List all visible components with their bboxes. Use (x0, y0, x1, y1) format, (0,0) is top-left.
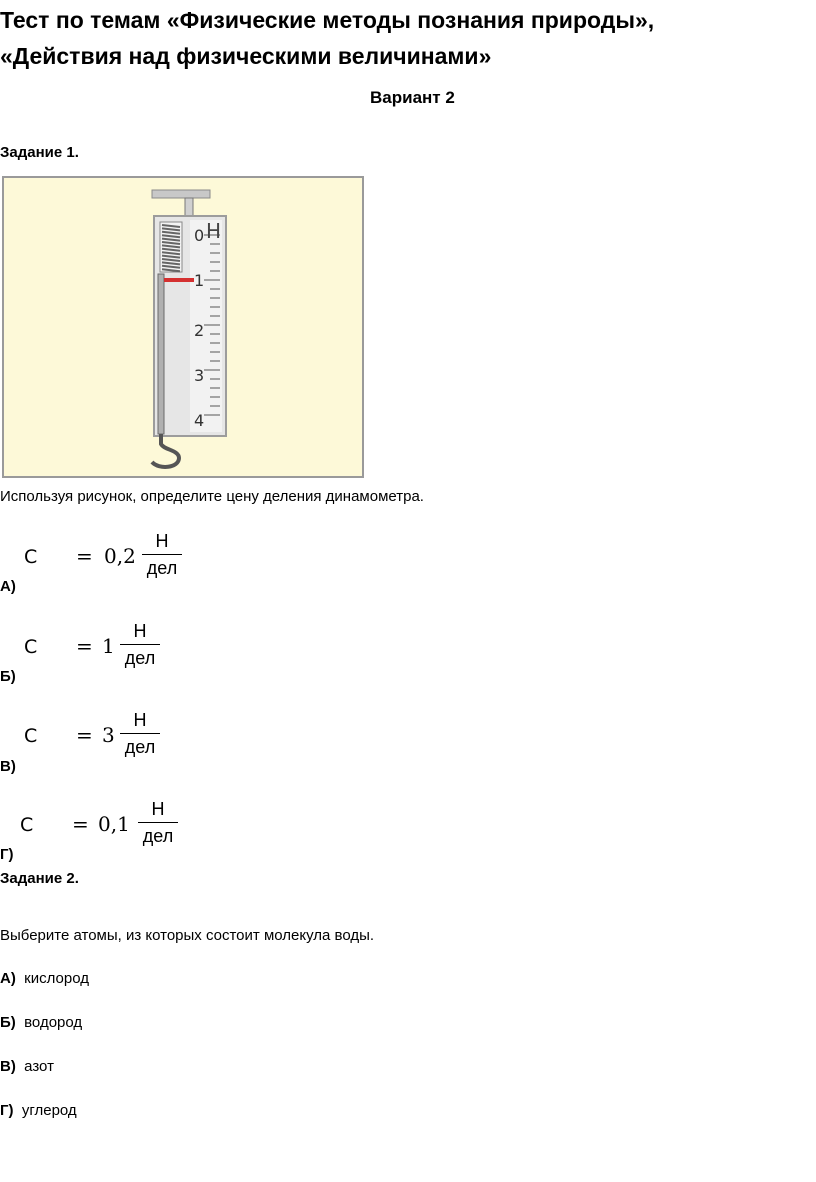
formula-symbol: C (24, 546, 38, 568)
task1-label: Задание 1. (0, 144, 79, 161)
fraction-denominator: дел (142, 826, 174, 846)
spring-icon (160, 222, 182, 272)
fraction-numerator: Н (133, 621, 147, 641)
formula-fraction (138, 798, 178, 847)
task2-option-d (0, 1102, 77, 1119)
dynamometer-figure (2, 176, 364, 478)
formula-symbol: C (24, 636, 38, 658)
fraction-numerator: Н (151, 799, 165, 819)
scale-label-1: 1 (194, 271, 205, 290)
option-d-letter: Г) (0, 846, 14, 863)
task1-question: Используя рисунок, определите цену деления динамометра. (0, 488, 424, 505)
option-letter: В) (0, 1058, 16, 1075)
option-b-formula (24, 620, 164, 680)
task2-option-b (0, 1014, 82, 1031)
formula-eq: = (76, 544, 93, 568)
hook-icon (152, 434, 179, 467)
title-line-1: Тест по темам «Физические методы познания природы», (0, 7, 655, 33)
fraction-numerator: Н (155, 531, 169, 551)
formula-value: 0,1 (98, 812, 130, 836)
fraction-denominator: дел (124, 648, 156, 668)
formula-symbol: C (24, 725, 38, 747)
task2-label: Задание 2. (0, 870, 79, 887)
dynamometer-illustration (4, 178, 362, 476)
title-line-2: «Действия над физическими величинами» (0, 43, 492, 69)
formula-eq: = (72, 812, 89, 836)
scale-unit: Н (206, 219, 222, 243)
option-letter: Г) (0, 1102, 14, 1119)
scale-label-0: 0 (194, 226, 205, 245)
option-c-formula (24, 709, 164, 769)
option-a-letter: А) (0, 578, 16, 595)
formula-fraction (142, 530, 182, 579)
document-title (0, 2, 800, 74)
formula-eq: = (76, 723, 93, 747)
formula-eq: = (76, 634, 93, 658)
scale-label-2: 2 (194, 321, 205, 340)
fraction-denominator: дел (124, 737, 156, 757)
formula-symbol: C (20, 814, 34, 836)
task2-option-a (0, 970, 89, 987)
option-text: азот (24, 1058, 54, 1075)
option-text: водород (24, 1014, 83, 1031)
option-c-letter: В) (0, 758, 16, 775)
scale-label-4: 4 (194, 411, 205, 430)
formula-fraction (120, 709, 160, 758)
variant-label: Вариант 2 (370, 88, 455, 107)
option-text: углерод (21, 1102, 77, 1119)
task2-question: Выберите атомы, из которых состоит молекула воды. (0, 927, 375, 944)
option-text: кислород (24, 970, 89, 987)
option-a-formula (24, 530, 184, 590)
option-d-formula (20, 798, 180, 858)
fraction-denominator: дел (146, 558, 178, 578)
option-letter: Б) (0, 1014, 16, 1031)
formula-value: 0,2 (104, 544, 136, 568)
task2-option-c (0, 1058, 54, 1075)
option-b-letter: Б) (0, 668, 16, 685)
scale-label-3: 3 (194, 366, 205, 385)
formula-value: 1 (102, 634, 115, 658)
formula-fraction (120, 620, 160, 669)
pointer-indicator (164, 278, 194, 282)
option-letter: А) (0, 970, 16, 987)
fraction-numerator: Н (133, 710, 147, 730)
formula-value: 3 (102, 723, 115, 747)
